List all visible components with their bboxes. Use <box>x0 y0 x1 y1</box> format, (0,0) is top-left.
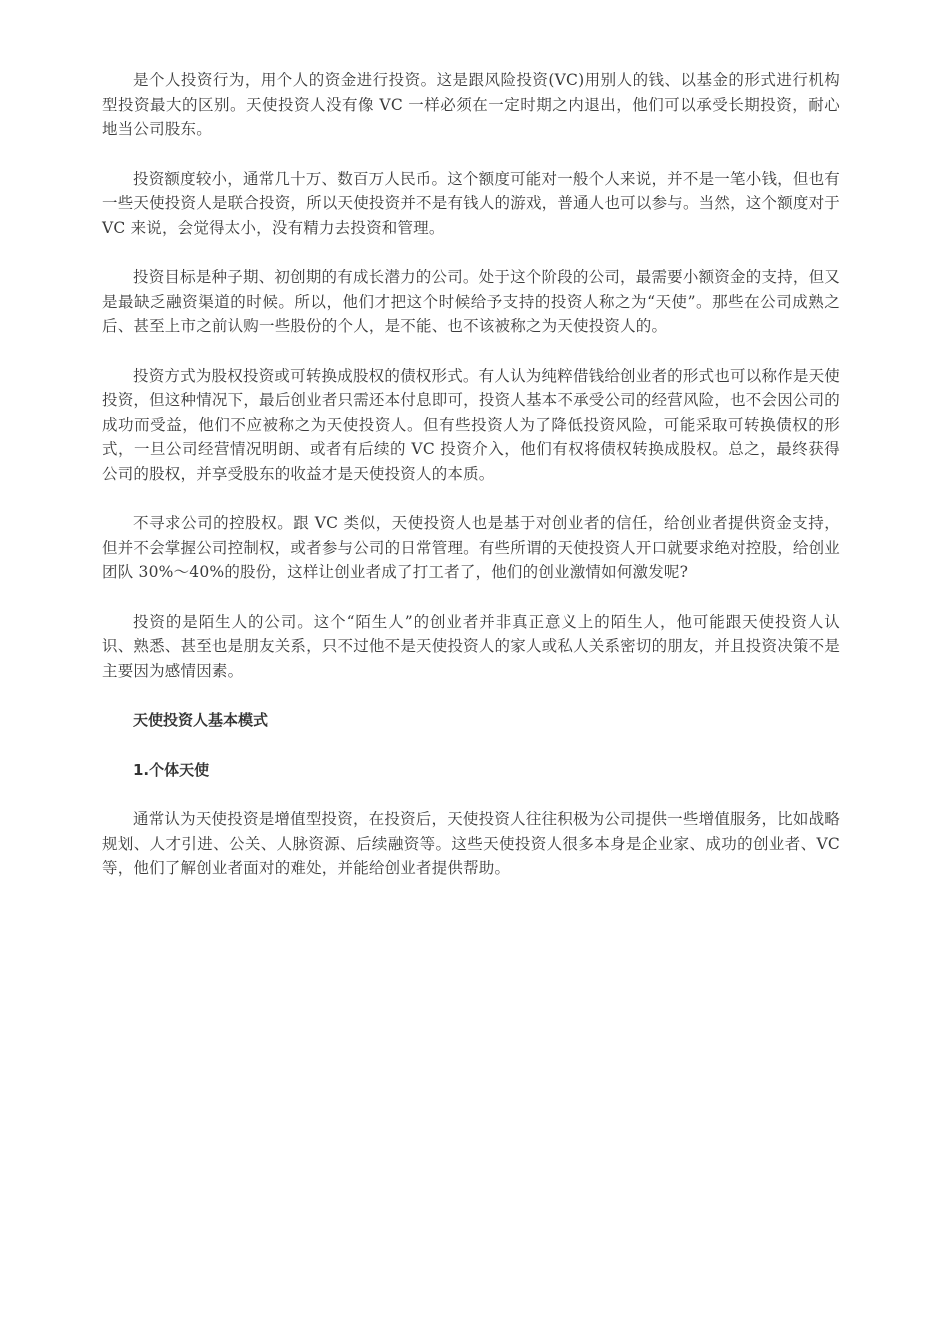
document-page <box>102 68 840 906</box>
paragraph-individual-angel: 通常认为天使投资是增值型投资，在投资后，天使投资人往往积极为公司提供一些增值服务，比如战略规划、人才引进、公关、人脉资源、后续融资等。这些天使投资人很多本身是企业家、成功的创业者、VC 等，他们了解创业者面对的难处，并能给创业者提供帮助。 <box>102 810 840 877</box>
paragraph-personal-investment: 是个人投资行为，用个人的资金进行投资。这是跟风险投资(VC)用别人的钱、以基金的形式进行机构型投资最大的区别。天使投资人没有像 VC 一样必须在一定时期之内退出，他们可以承受长期投资，耐心地当公司股东。 <box>102 71 840 138</box>
paragraph-investment-target: 投资目标是种子期、初创期的有成长潜力的公司。处于这个阶段的公司，最需要小额资金的支持，但又是最缺乏融资渠道的时候。所以，他们才把这个时候给予支持的投资人称之为“天使”。那些在公司成熟之后、甚至上市之前认购一些股份的个人，是不能、也不该被称之为天使投资人的。 <box>102 268 840 335</box>
subsection-heading: 1.个体天使 <box>133 760 210 779</box>
paragraph-investment-method: 投资方式为股权投资或可转换成股权的债权形式。有人认为纯粹借钱给创业者的形式也可以称作是天使投资，但这种情况下，最后创业者只需还本付息即可，投资人基本不承受公司的经营风险，也不会因公司的成功而受益，他们不应被称之为天使投资人。但有些投资人为了降低投资风险，可能采取可转换债权的形式，一旦公司经营情况明朗、或者有后续的 VC 投资介入，他们有权将债权转换成股权。总之，最终获得公司的股权，并享受股东的收益才是天使投资人的本质。 <box>102 366 840 483</box>
paragraph-stranger-company: 投资的是陌生人的公司。这个“陌生人”的创业者并非真正意义上的陌生人，他可能跟天使投资人认识、熟悉、甚至也是朋友关系，只不过他不是天使投资人的家人或私人关系密切的朋友，并且投资决策不是主要因为感情因素。 <box>102 612 840 680</box>
paragraph-no-control: 不寻求公司的控股权。跟 VC 类似，天使投资人也是基于对创业者的信任，给创业者提供资金支持，但并不会掌握公司控制权，或者参与公司的日常管理。有些所谓的天使投资人开口就要求绝对控股，给创业团队 30%～40%的股份，这样让创业者成了打工者了，他们的创业激情如何激发呢? <box>102 514 840 581</box>
paragraph-investment-amount: 投资额度较小，通常几十万、数百万人民币。这个额度可能对一般个人来说，并不是一笔小钱，但也有一些天使投资人是联合投资，所以天使投资并不是有钱人的游戏，普通人也可以参与。当然，这个额度对于 VC 来说，会觉得太小，没有精力去投资和管理。 <box>102 169 840 237</box>
section-heading: 天使投资人基本模式 <box>133 711 269 729</box>
